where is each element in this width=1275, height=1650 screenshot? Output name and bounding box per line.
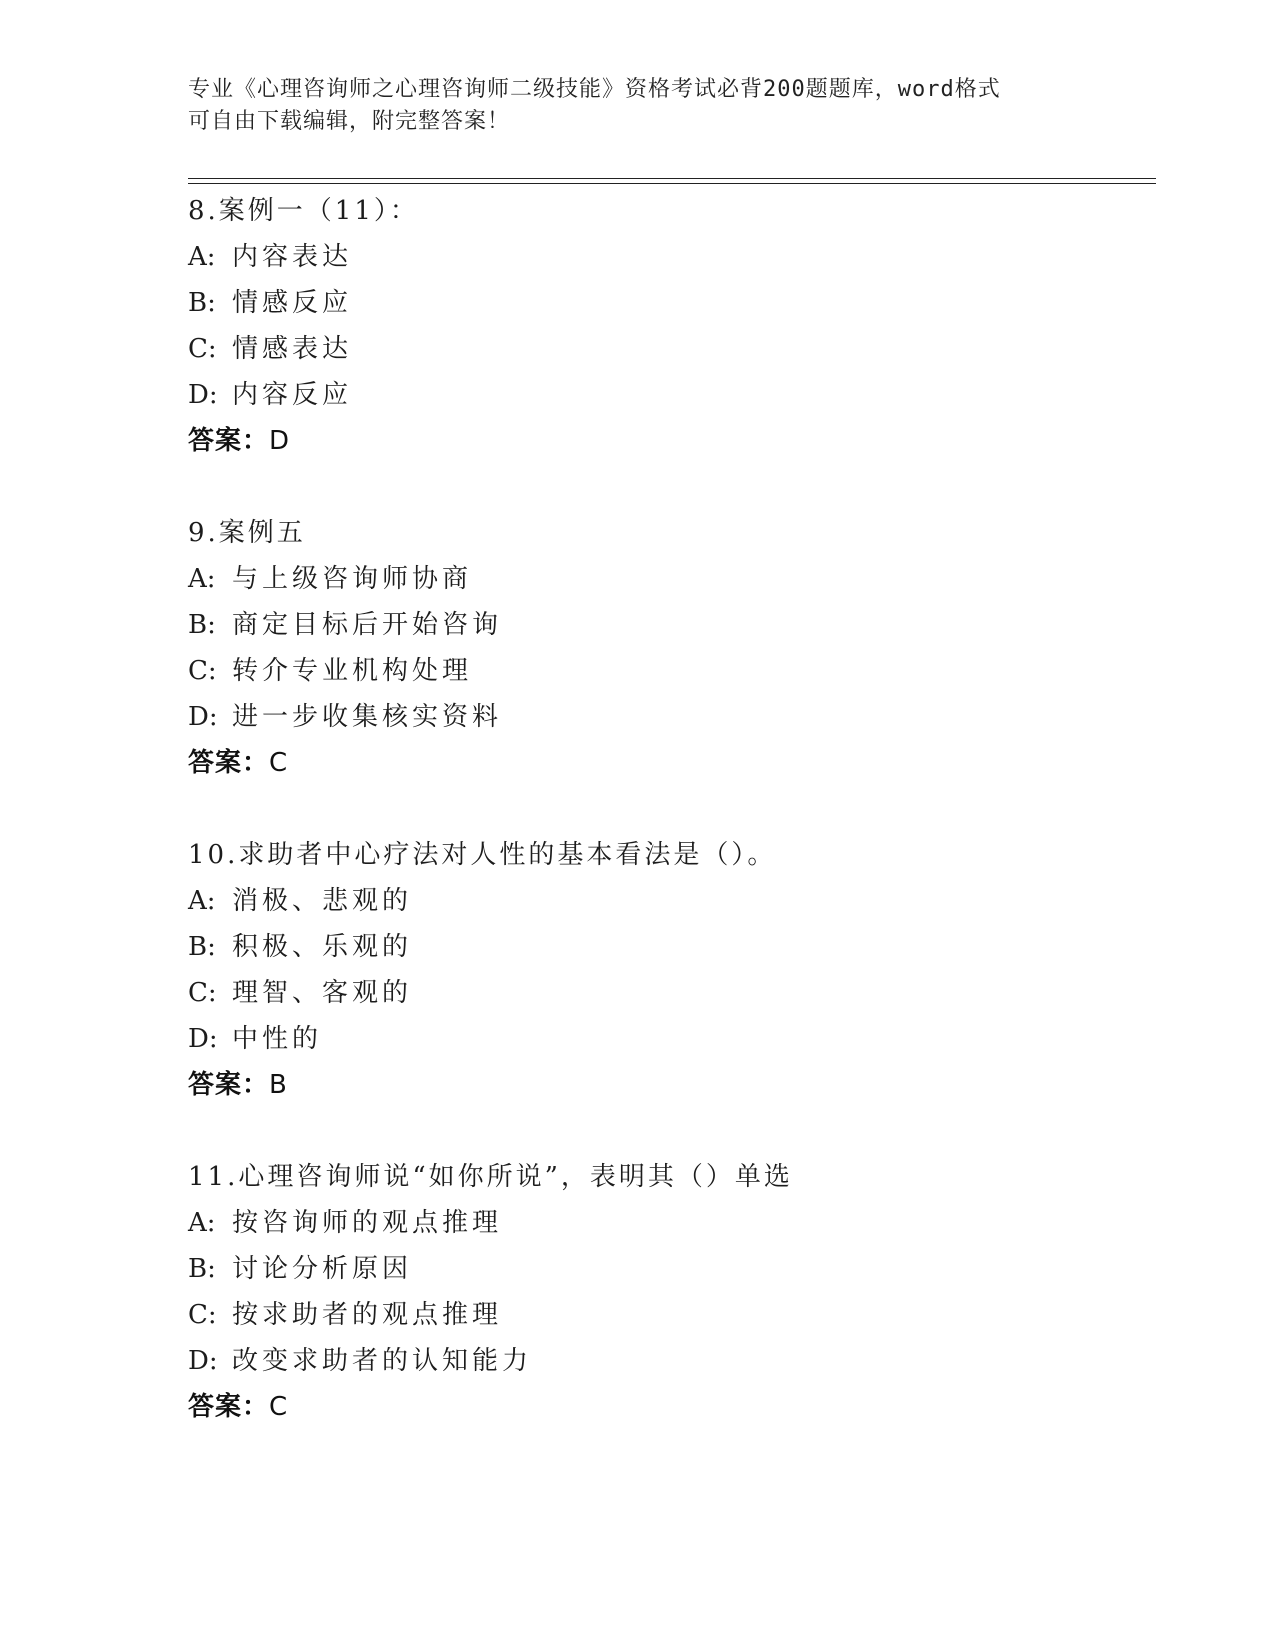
question-stem: 11.心理咨询师说“如你所说”，表明其（）单选 (188, 1162, 793, 1192)
option-text: 进一步收集核实资料 (232, 702, 503, 732)
option-letter: C: (188, 334, 217, 364)
option-text: 情感表达 (232, 334, 353, 364)
answer-line (188, 1384, 1148, 1430)
header-line-2: 可自由下载编辑，附完整答案！ (188, 109, 511, 134)
option-letter: A: (188, 242, 216, 272)
option-letter: C: (188, 1300, 217, 1330)
answer-label: 答案： (188, 1070, 270, 1100)
option-b (188, 602, 1148, 648)
answer-label: 答案： (188, 426, 270, 456)
option-letter: B: (188, 1254, 216, 1284)
option-a (188, 234, 1148, 280)
option-letter: D: (188, 702, 218, 732)
option-letter: A: (188, 1208, 216, 1238)
option-d (188, 694, 1148, 740)
option-a (188, 556, 1148, 602)
header-line-1: 专业《心理咨询师之心理咨询师二级技能》资格考试必背200题题库，word格式 (188, 77, 1001, 102)
answer-label: 答案： (188, 748, 270, 778)
option-text: 中性的 (232, 1024, 323, 1054)
option-text: 消极、悲观的 (232, 886, 413, 916)
question-stem: 9.案例五 (188, 518, 306, 548)
option-text: 讨论分析原因 (232, 1254, 413, 1284)
option-text: 商定目标后开始咨询 (232, 610, 503, 640)
option-letter: C: (188, 656, 217, 686)
answer-label: 答案： (188, 1392, 270, 1422)
option-text: 按咨询师的观点推理 (232, 1208, 503, 1238)
document-header (188, 74, 1088, 138)
option-d (188, 1338, 1148, 1384)
question-stem: 8.案例一（11）： (188, 196, 419, 226)
option-letter: B: (188, 932, 216, 962)
option-d (188, 1016, 1148, 1062)
option-c (188, 1292, 1148, 1338)
option-letter: D: (188, 1346, 218, 1376)
header-divider-top (188, 178, 1156, 179)
question-stem: 10.求助者中心疗法对人性的基本看法是（）。 (188, 840, 777, 870)
option-text: 理智、客观的 (232, 978, 413, 1008)
answer-line (188, 1062, 1148, 1108)
option-a (188, 1200, 1148, 1246)
question-item (188, 832, 1148, 1108)
option-text: 与上级咨询师协商 (232, 564, 473, 594)
option-b (188, 924, 1148, 970)
option-text: 情感反应 (232, 288, 353, 318)
answer-value: D (269, 426, 291, 456)
option-letter: A: (188, 886, 216, 916)
option-text: 内容表达 (232, 242, 353, 272)
answer-line (188, 740, 1148, 786)
option-letter: C: (188, 978, 217, 1008)
option-a (188, 878, 1148, 924)
option-letter: B: (188, 288, 216, 318)
option-letter: D: (188, 380, 218, 410)
option-d (188, 372, 1148, 418)
option-b (188, 280, 1148, 326)
option-text: 积极、乐观的 (232, 932, 413, 962)
option-b (188, 1246, 1148, 1292)
option-letter: A: (188, 564, 216, 594)
option-c (188, 326, 1148, 372)
option-text: 转介专业机构处理 (232, 656, 473, 686)
option-text: 内容反应 (232, 380, 353, 410)
question-list (188, 188, 1148, 1476)
answer-line (188, 418, 1148, 464)
question-item (188, 1154, 1148, 1430)
header-divider-bottom (188, 183, 1156, 184)
option-text: 按求助者的观点推理 (232, 1300, 503, 1330)
option-c (188, 648, 1148, 694)
option-letter: B: (188, 610, 216, 640)
option-text: 改变求助者的认知能力 (232, 1346, 533, 1376)
answer-value: B (269, 1070, 288, 1100)
question-item (188, 510, 1148, 786)
answer-value: C (269, 1392, 289, 1422)
option-letter: D: (188, 1024, 218, 1054)
option-c (188, 970, 1148, 1016)
answer-value: C (269, 748, 289, 778)
question-item (188, 188, 1148, 464)
